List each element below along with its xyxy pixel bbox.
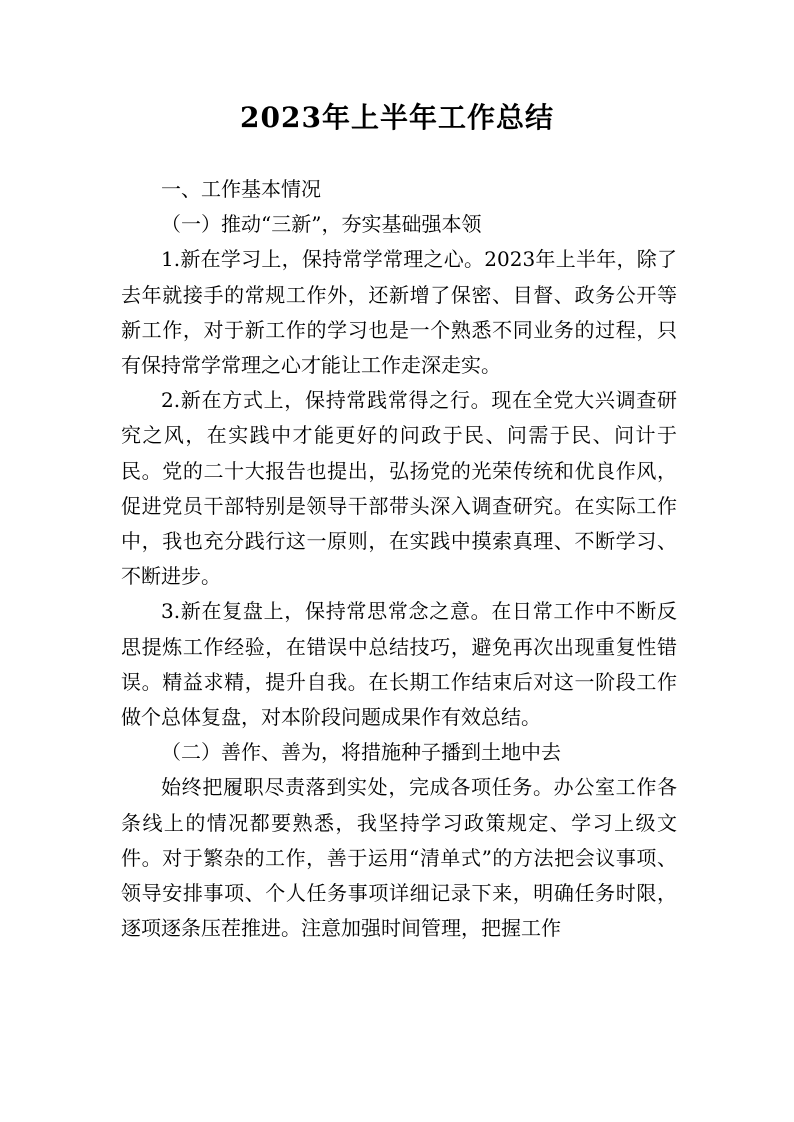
section-heading: 一、工作基本情况 [161,177,321,201]
paragraph: 2.新在方式上，保持常践常得之行。现在全党大兴调查研究之风，在实践中才能更好的问政于民、问需于民、问计于民。党的二十大报告也提出，弘扬党的光荣传统和优良作风，促进党员干部特别是领导干部带头深入调查研究。在实际工作中，我也充分践行这一原则，在实践中摸索真理、不断学习、不断进步。 [121,388,677,589]
subsection-heading: （二）善作、善为，将措施种子播到土地中去 [161,740,561,765]
subsection-heading: （一）推动“三新”，夯实基础强本领 [161,212,482,237]
document-body [121,172,677,946]
paragraph: 始终把履职尽责落到实处，完成各项任务。办公室工作各条线上的情况都要熟悉，我坚持学习政策规定、学习上级文件。对于繁杂的工作，善于运用“清单式”的方法把会议事项、领导安排事项、个人任务事项详细记录下来，明确任务时限，逐项逐条压茬推进。注意加强时间管理，把握工作 [121,775,677,941]
paragraph: 3.新在复盘上，保持常思常念之意。在日常工作中不断反思提炼工作经验，在错误中总结技巧，避免再次出现重复性错误。精益求精，提升自我。在长期工作结束后对这一阶段工作做个总体复盘，对本阶段问题成果作有效总结。 [121,599,677,730]
paragraph: 1.新在学习上，保持常学常理之心。2023年上半年，除了去年就接手的常规工作外，还新增了保密、目督、政务公开等新工作，对于新工作的学习也是一个熟悉不同业务的过程，只有保持常学常理之心才能让工作走深走实。 [121,247,677,378]
document-title: 2023年上半年工作总结 [240,101,554,134]
